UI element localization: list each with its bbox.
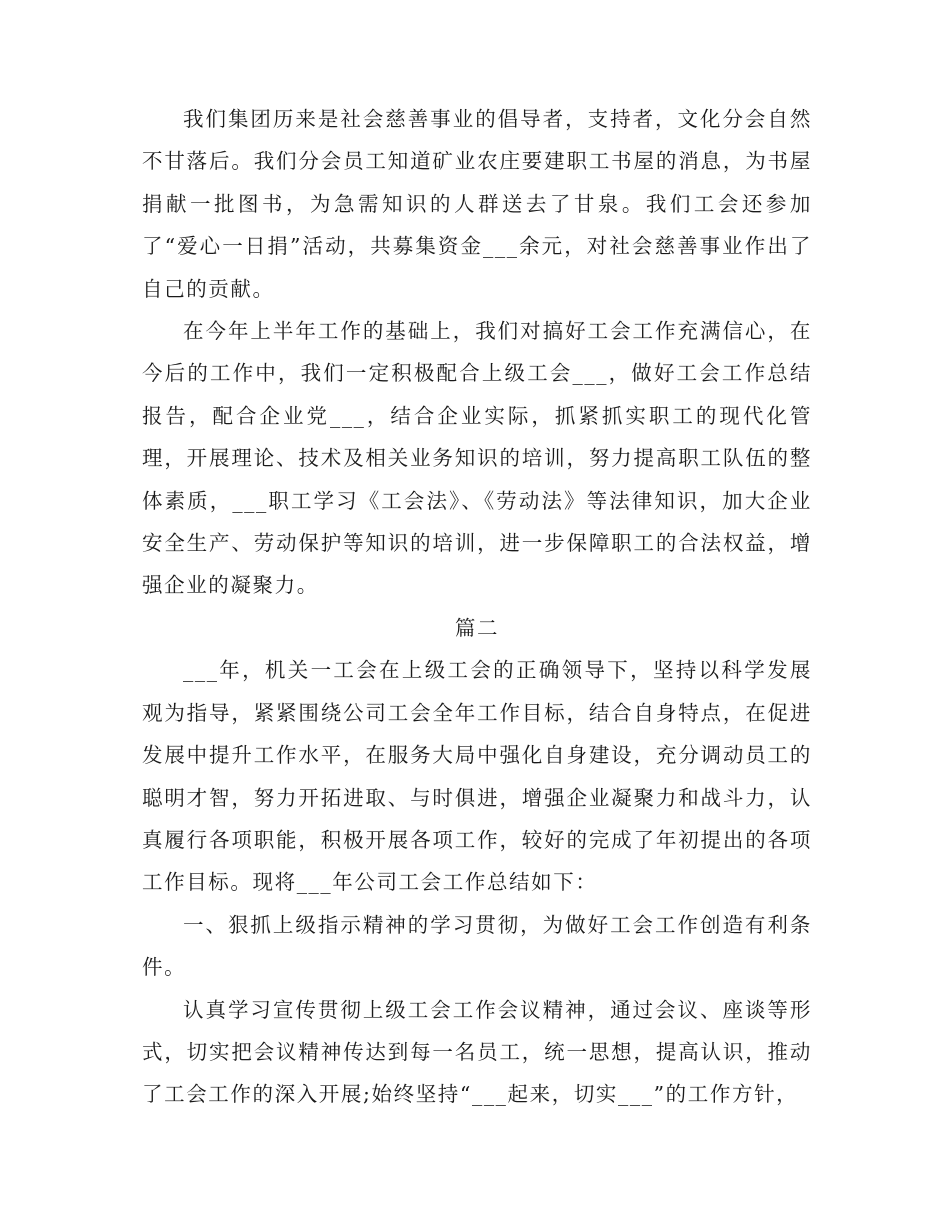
paragraph-point-one-body: 认真学习宣传贯彻上级工会工作会议精神，通过会议、座谈等形式，切实把会议精神传达到每一名员工，统一思想，提高认识，推动了工会工作的深入开展;始终坚持“___起来，切实___”的工作方针， [142, 997, 812, 1107]
paragraph-point-one-title: 一、狠抓上级指示精神的学习贯彻，为做好工会工作创造有利条件。 [142, 912, 812, 980]
paragraph-outlook: 在今年上半年工作的基础上，我们对搞好工会工作充满信心，在今后的工作中，我们一定积极配合上级工会___，做好工会工作总结报告，配合企业党___，结合企业实际，抓紧抓实职工的现代化管理，开展理论、技术及相关业务知识的培训，努力提高职工队伍的整体素质，___职工学习《工会法》、《劳动法》等法律知识，加大企业安全生产、劳动保护等知识的培训，进一步保障职工的合法权益，增强企业的凝聚力。 [142, 319, 812, 598]
section-heading: 篇二 [454, 615, 500, 640]
document-page [142, 98, 812, 1116]
paragraph-annual-summary: ___年，机关一工会在上级工会的正确领导下，坚持以科学发展观为指导，紧紧围绕公司工会全年工作目标，结合自身特点，在促进发展中提升工作水平，在服务大局中强化自身建设，充分调动员工的聪明才智，努力开拓进取、与时俱进，增强企业凝聚力和战斗力，认真履行各项职能，积极开展各项工作，较好的完成了年初提出的各项工作目标。现将___年公司工会工作总结如下： [142, 658, 812, 895]
paragraph-charity: 我们集团历来是社会慈善事业的倡导者，支持者，文化分会自然不甘落后。我们分会员工知道矿业农庄要建职工书屋的消息，为书屋捐献一批图书，为急需知识的人群送去了甘泉。我们工会还参加了“爱心一日捐”活动，共募集资金___余元，对社会慈善事业作出了自己的贡献。 [142, 107, 812, 301]
